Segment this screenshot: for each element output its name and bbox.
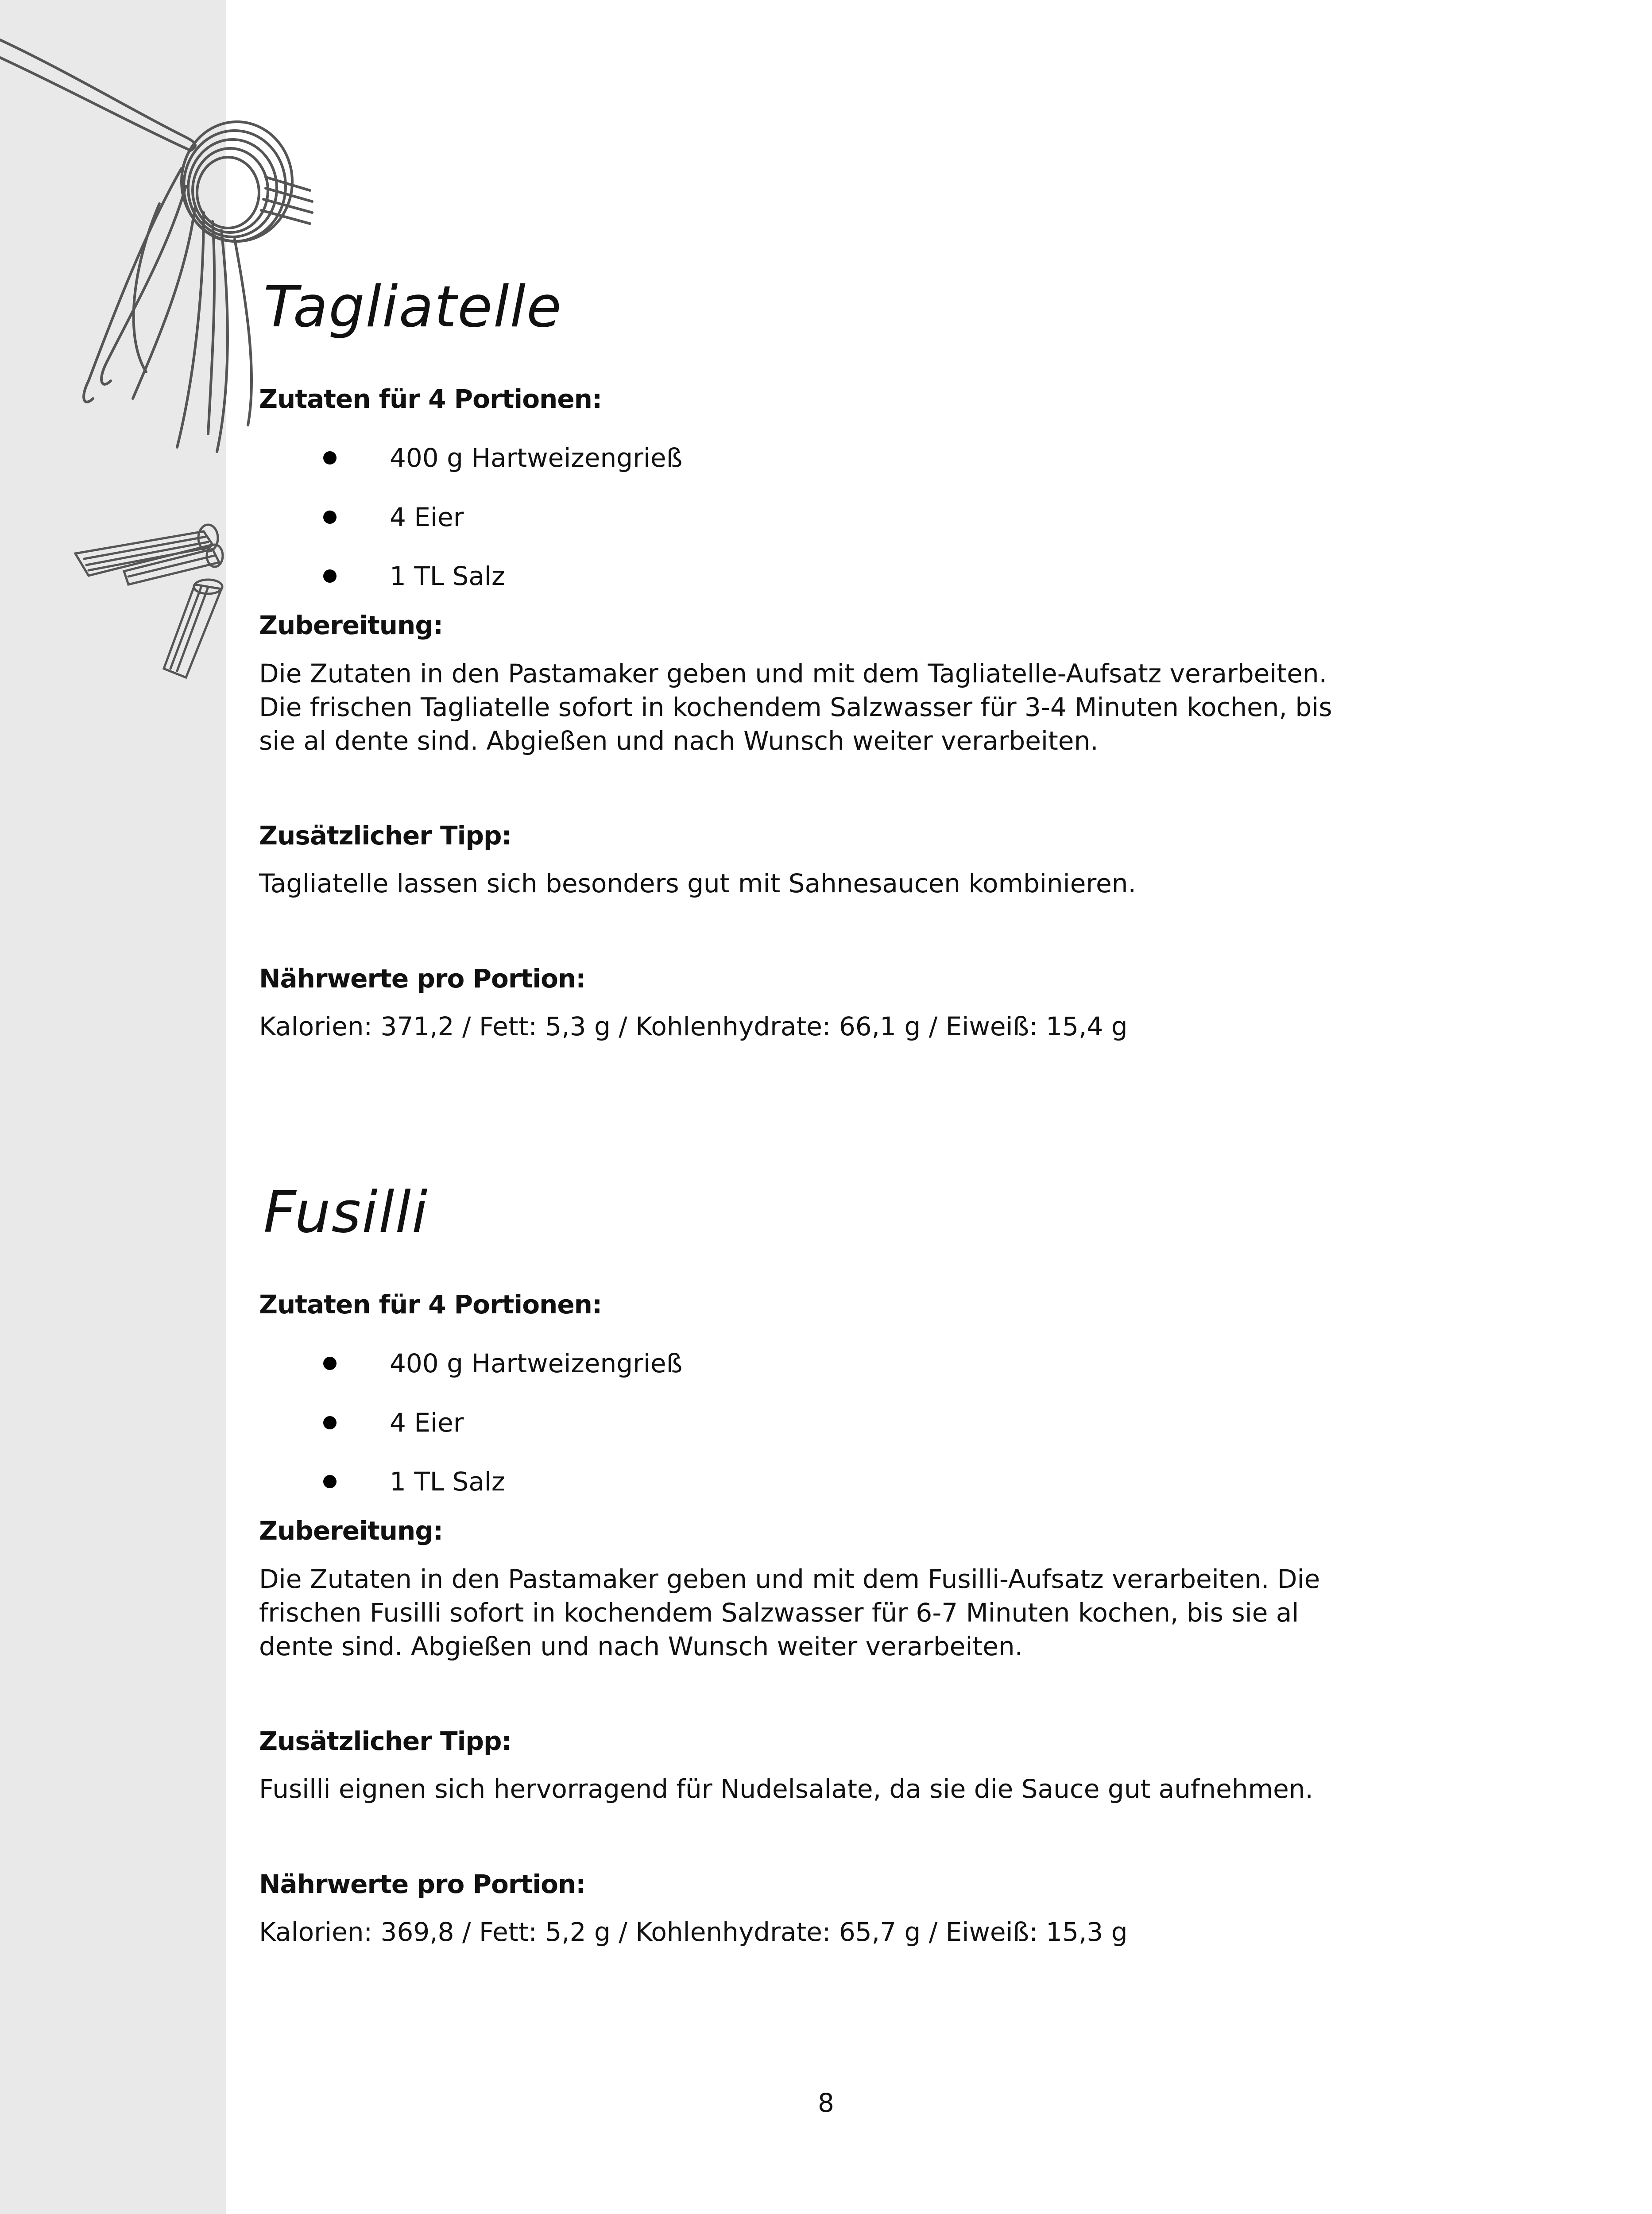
recipe-title: Fusilli: [263, 1180, 429, 1246]
nutrition-label: Nährwerte pro Portion:: [259, 964, 586, 994]
ingredient-item: [323, 1407, 464, 1438]
ingredient-text: 4 Eier: [390, 1408, 464, 1438]
bullet-icon: [323, 1357, 337, 1370]
tip-label: Zusätzlicher Tipp:: [259, 821, 511, 851]
ingredient-item: [323, 502, 464, 533]
ingredient-text: 400 g Hartweizengrieß: [390, 1348, 683, 1378]
preparation-label: Zubereitung:: [259, 1516, 443, 1546]
tip-text: Fusilli eignen sich hervorragend für Nudelsalate, da sie die Sauce gut aufnehmen.: [259, 1774, 1313, 1804]
ingredient-text: 4 Eier: [390, 502, 464, 532]
ingredient-text: 1 TL Salz: [390, 1467, 505, 1497]
ingredient-text: 400 g Hartweizengrieß: [390, 443, 683, 473]
bullet-icon: [323, 1475, 337, 1488]
preparation-text: Die Zutaten in den Pastamaker geben und mit dem Fusilli-Aufsatz verarbeiten. Die frischen Fusilli sofort in kochendem Salzwasser für 6-7 Minuten kochen, bis sie al dente sind. Abgießen und nach Wunsch weiter verarbeiten.: [259, 1564, 1320, 1661]
preparation-text: Die Zutaten in den Pastamaker geben und mit dem Tagliatelle-Aufsatz verarbeiten. Die frischen Tagliatelle sofort in kochendem Salzwasser für 3-4 Minuten kochen, bis sie al dente sind. Abgießen und nach Wunsch weiter verarbeiten.: [259, 658, 1332, 756]
ingredient-item: [323, 442, 683, 473]
bullet-icon: [323, 1416, 337, 1429]
ingredient-item: [323, 561, 505, 592]
ingredients-label: Zutaten für 4 Portionen:: [259, 384, 602, 414]
nutrition-text: Kalorien: 371,2 / Fett: 5,3 g / Kohlenhydrate: 66,1 g / Eiweiß: 15,4 g: [259, 1011, 1128, 1041]
tip-label: Zusätzlicher Tipp:: [259, 1726, 511, 1756]
preparation-label: Zubereitung:: [259, 610, 443, 640]
ingredient-item: [323, 1348, 683, 1379]
tip-text: Tagliatelle lassen sich besonders gut mit Sahnesaucen kombinieren.: [259, 868, 1136, 898]
nutrition-label: Nährwerte pro Portion:: [259, 1869, 586, 1899]
bullet-icon: [323, 569, 337, 583]
pasta-fork-illustration: [0, 0, 337, 708]
ingredient-item: [323, 1466, 505, 1497]
nutrition-text: Kalorien: 369,8 / Fett: 5,2 g / Kohlenhydrate: 65,7 g / Eiweiß: 15,3 g: [259, 1917, 1128, 1947]
recipe-title: Tagliatelle: [263, 274, 562, 340]
bullet-icon: [323, 511, 337, 524]
ingredient-text: 1 TL Salz: [390, 561, 505, 591]
page-number: 8: [818, 2088, 834, 2118]
ingredients-label: Zutaten für 4 Portionen:: [259, 1289, 602, 1320]
bullet-icon: [323, 451, 337, 464]
